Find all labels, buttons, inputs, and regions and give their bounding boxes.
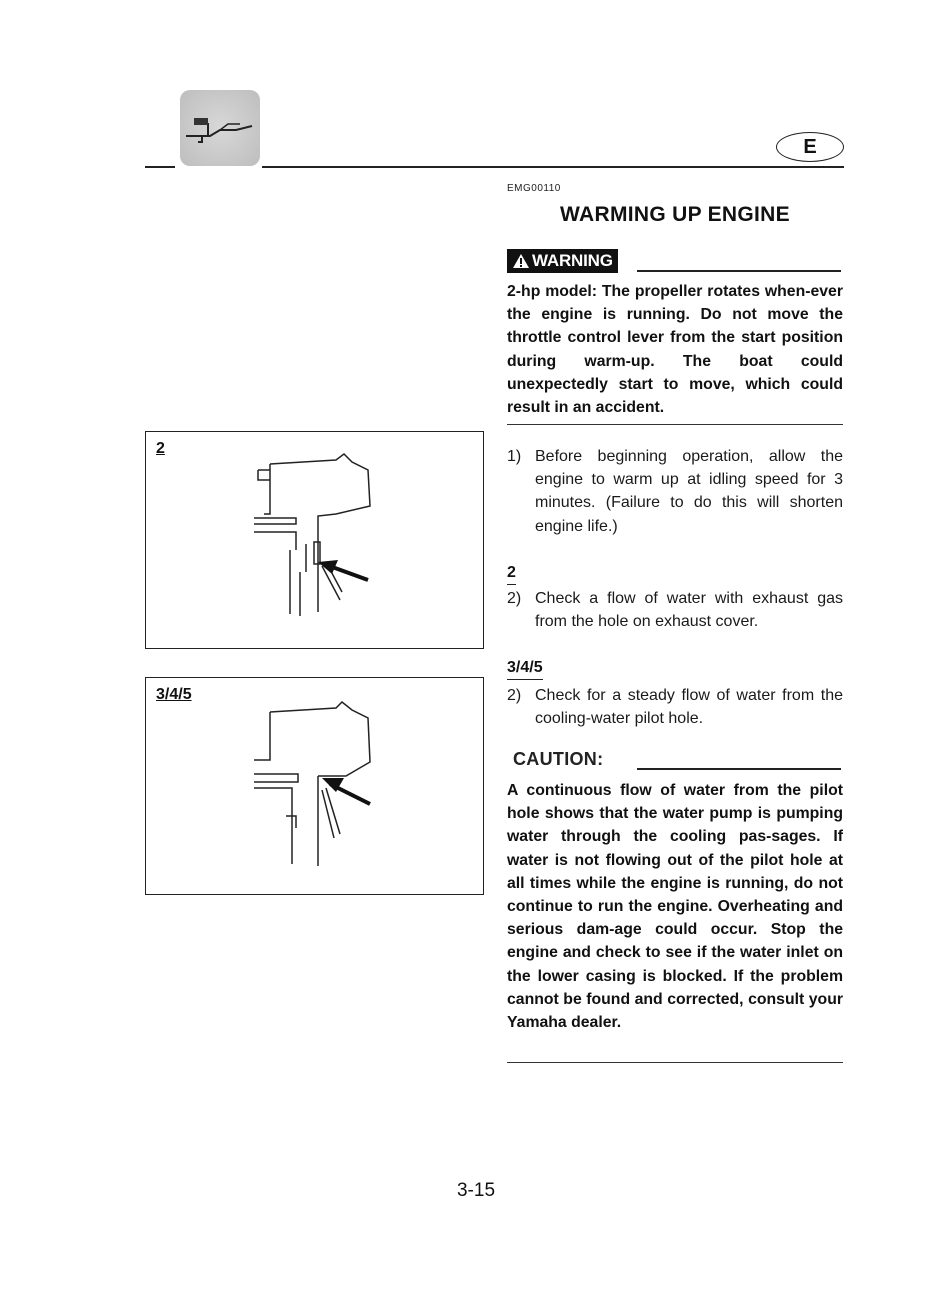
caution-label: CAUTION: <box>513 749 604 769</box>
outboard-boat-icon <box>180 90 260 166</box>
model-sublabel: 3/4/5 <box>507 659 543 680</box>
caution-rule <box>637 768 841 770</box>
language-badge: E <box>776 132 844 162</box>
model-sublabel: 2 <box>507 564 516 585</box>
warning-rule <box>637 270 841 272</box>
step-1 <box>507 445 843 538</box>
figure-3-4-5hp <box>145 677 484 895</box>
figure-label: 2 <box>156 440 165 457</box>
header-rule-right <box>262 166 844 168</box>
caution-end-rule <box>507 1062 843 1063</box>
caution-text: A continuous flow of water from the pilot hole shows that the water pump is pumping water through the cooling pas-sages. If water is not flowing out of the pilot hole at all times while the engine is running, do not continue to run the engine. Overheating and serious dam-age could occur. Stop the engine and check to see if the water inlet on the lower casing is blocked. If the problem cannot be found and corrected, consult your Yamaha dealer. <box>507 782 843 1032</box>
step-number: 1) <box>507 448 522 465</box>
step-text: Check a flow of water with exhaust gas from the hole on exhaust cover. <box>535 590 843 631</box>
step-text: Check for a steady flow of water from the cooling-water pilot hole. <box>535 687 843 728</box>
step-number: 2) <box>507 590 522 607</box>
warning-label-text: WARNING <box>532 251 613 270</box>
header-rule-left <box>145 166 175 168</box>
figure-label: 3/4/5 <box>156 686 192 703</box>
page-number: 3-15 <box>456 1180 496 1201</box>
logo-box <box>180 90 260 166</box>
step-text: Before beginning operation, allow the engine to warm up at idling speed for 3 minutes. (Failure to do this will shorten engine life.) <box>535 448 843 535</box>
warning-text: 2-hp model: The propeller rotates when-ever the engine is running. Do not move the throttle control lever from the start position during warm-up. The boat could unexpectedly start to move, which could result in an accident. <box>507 283 843 417</box>
step-number: 2) <box>507 687 522 704</box>
warning-triangle-icon <box>512 253 530 269</box>
section-code: EMG00110 <box>507 183 561 194</box>
step-2 <box>507 587 843 633</box>
warning-label <box>507 249 618 273</box>
figure-2hp <box>145 431 484 649</box>
engine-illustration <box>146 432 483 648</box>
engine-illustration <box>146 678 483 894</box>
page-title: WARMING UP ENGINE <box>560 203 790 226</box>
step-3 <box>507 684 843 730</box>
warning-end-rule <box>507 424 843 425</box>
